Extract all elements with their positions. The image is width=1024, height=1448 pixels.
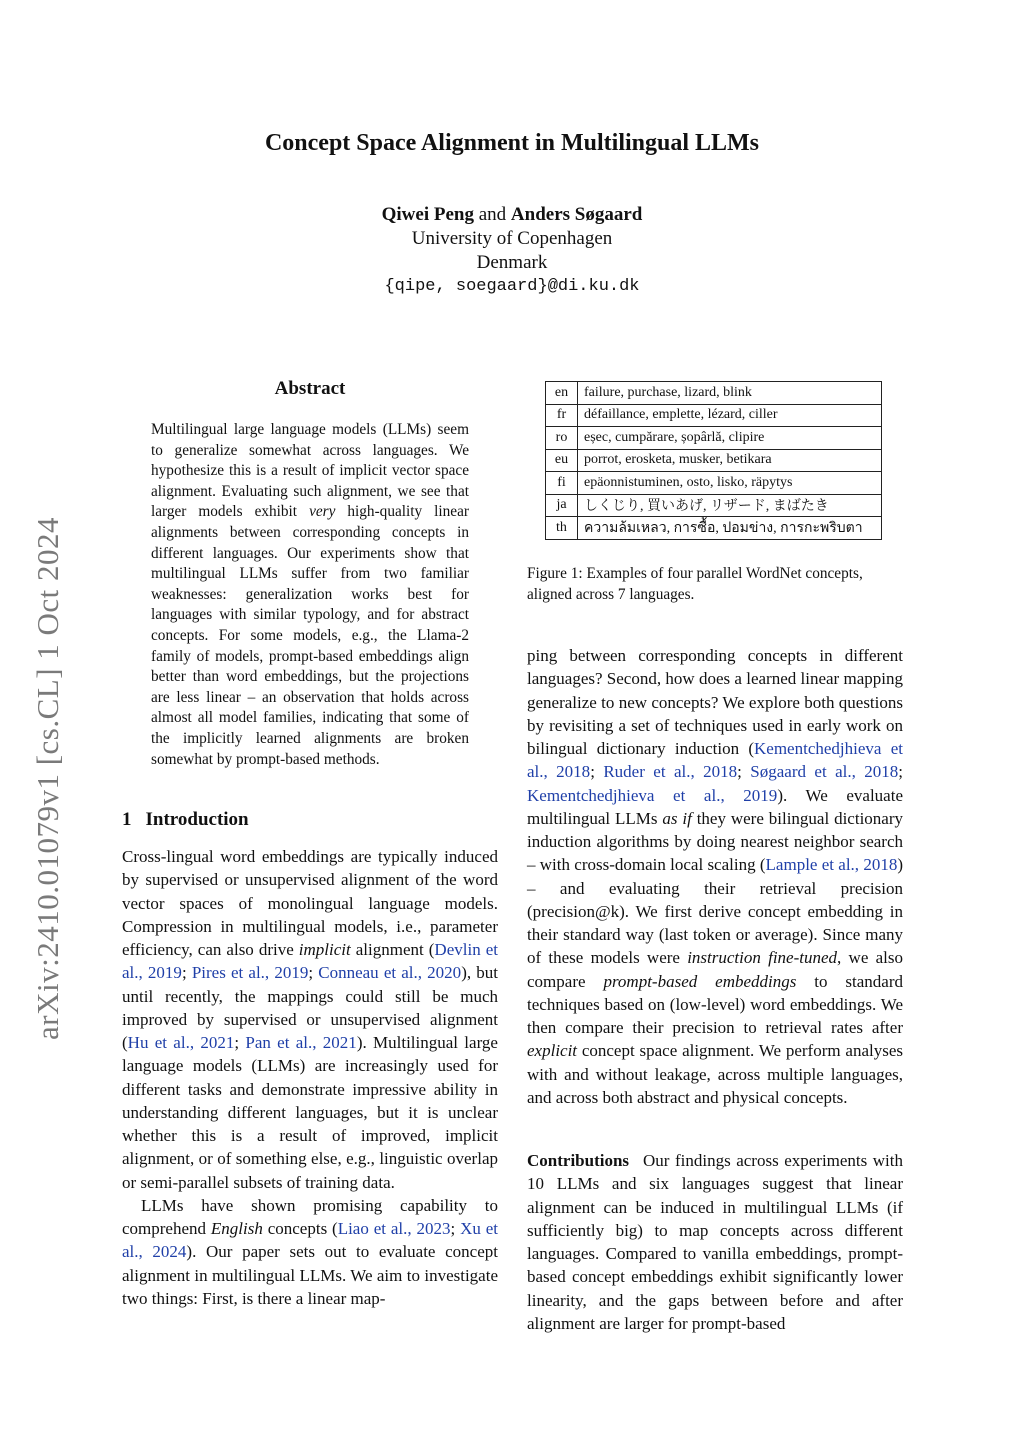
lang-code: en (546, 382, 578, 405)
author-name: Anders Søgaard (510, 204, 643, 225)
abstract-body: Multilingual large language models (LLMs) seem to generalize somewhat across languages. We hypothesize this is a result of implicit vector space alignment. Evaluating such alignment, we see that larger models exhibit very high-quality linear alignments between corresponding concepts in different languages. Our experiments show that multilingual LLMs suffer from two familiar weaknesses: generalization works best for languages with similar typology, and for abstract concepts. For some models, e.g., the Llama-2 family of models, prompt-based embeddings align better than word embeddings, but the projections are less linear – an observation that holds across almost all model families, indicating that some of the implicitly learned alignments are broken somewhat by prompt-based methods. (151, 421, 469, 768)
author-conjunction: and (478, 204, 507, 225)
concept-words: eșec, cumpărare, șopârlă, clipire (578, 427, 882, 450)
table-row (546, 427, 882, 450)
citation-link[interactable]: Ruder et al., 2018 (603, 762, 738, 782)
concept-words: ความล้มเหลว, การซื้อ, ปอมข่าง, การกะพริบตา (578, 517, 882, 540)
concept-words: epäonnistuminen, osto, lisko, räpytys (578, 472, 882, 495)
citation-link[interactable]: Kementchedjhieva et al., 2018 (527, 739, 903, 782)
citation-link[interactable]: Conneau et al., 2020 (318, 963, 462, 983)
author-name: Qiwei Peng (381, 204, 474, 225)
citation-link[interactable]: Hu et al., 2021 (127, 1033, 235, 1052)
lang-code: eu (546, 449, 578, 472)
citation-link[interactable]: Pan et al., 2021 (245, 1033, 357, 1052)
citation-link[interactable]: Pires et al., 2019 (191, 963, 309, 983)
contributions-paragraph (527, 1149, 903, 1335)
concept-words: しくじり, 買いあげ, リザード, まばたき (578, 494, 882, 517)
citation-link[interactable]: Devlin et al., 2019 (122, 940, 498, 983)
paper-title: Concept Space Alignment in Multilingual LLMs (264, 130, 760, 156)
lang-code: ro (546, 427, 578, 450)
citation-link[interactable]: Kementchedjhieva et al., 2019 (527, 785, 778, 805)
author-block (0, 203, 1024, 299)
intro-paragraph: ping between corresponding concepts in different languages? Second, how does a learned linear mapping generalize to new concepts? We explore both questions by revisiting a set of techniques used in early work on bilingual dictionary induction (Kementchedjhieva et al., 2018; Ruder et al., 2018; Søgaard et al., 2018; Kementchedjhieva et al., 2019). We evaluate multilingual LLMs as if they were bilingual dictionary induction algorithms by doing nearest neighbor search – with cross-domain local scaling (Lample et al., 2018) – and evaluating their retrieval precision (precision@k). We first derive concept embedding in their standard way (last token or average). Since many of these models were instruction fine-tuned, we also compare prompt-based embeddings to standard techniques based on (low-level) word embeddings. We then compare their precision to retrieval rates after explicit concept space alignment. We perform analyses with and without leakage, across multiple languages, and across both abstract and physical concepts. (527, 646, 904, 1107)
lang-code: fr (546, 404, 578, 427)
table-row (546, 382, 882, 405)
abstract-heading: Abstract (274, 378, 346, 399)
citation-link[interactable]: Lample et al., 2018 (765, 855, 898, 875)
intro-right-column (527, 644, 903, 1109)
affiliation: University of Copenhagen (411, 228, 613, 249)
citation-link[interactable]: Xu et al., 2024 (122, 1219, 498, 1262)
lang-code: fi (546, 472, 578, 495)
email: {qipe, soegaard}@di.ku.dk (384, 277, 640, 296)
table-row (546, 404, 882, 427)
section-number: 1 (122, 809, 132, 830)
table-row (546, 449, 882, 472)
table-row (546, 494, 882, 517)
section-heading (122, 809, 249, 831)
concept-words: porrot, erosketa, musker, betikara (578, 449, 882, 472)
contributions-text: Our findings across experiments with 10 LLMs and six languages suggest that linear alignment can be induced in multilingual LLMs (if sufficiently big) to map concepts across different languages. Compared to vanilla embeddings, prompt-based concept embeddings exhibit significantly lower linearity, and the gaps between before and after alignment are larger for prompt-based (527, 1151, 903, 1333)
figure1-caption: Figure 1: Examples of four parallel WordNet concepts, aligned across 7 languages. (527, 565, 863, 603)
intro-paragraph: Cross-lingual word embeddings are typically induced by supervised or unsupervised alignment of the word vector spaces of monolingual language models. Compression in multilingual models, i.e., parameter efficiency, can also drive implicit alignment (Devlin et al., 2019; Pires et al., 2019; Conneau et al., 2020), but until recently, the mappings could still be much improved by supervised or unsupervised alignment (Hu et al., 2021; Pan et al., 2021). Multilingual large language models (LLMs) are increasingly used for different tasks and demonstrate impressive ability in understanding different languages, but it is unclear whether this is a result of improved, implicit alignment, or of something else, e.g., linguistic overlap or semi-parallel subsets of training data. (122, 847, 498, 1192)
figure1-table (545, 381, 882, 540)
intro-left-column (122, 845, 498, 1310)
citation-link[interactable]: Søgaard et al., 2018 (750, 762, 899, 782)
lang-code: ja (546, 494, 578, 517)
country: Denmark (476, 252, 548, 273)
table-row (546, 472, 882, 495)
arxiv-identifier: arXiv:2410.01079v1 [cs.CL] 1 Oct 2024 (30, 516, 65, 1040)
section-title: Introduction (145, 809, 249, 830)
citation-link[interactable]: Liao et al., 2023 (337, 1219, 451, 1238)
contributions-heading: Contributions (527, 1151, 630, 1170)
concept-words: failure, purchase, lizard, blink (578, 382, 882, 405)
intro-paragraph: LLMs have shown promising capability to comprehend English concepts (Liao et al., 2023; Xu et al., 2024). Our paper sets out to evaluate concept alignment in multilingual LLMs. We aim to investigate two things: First, is there a linear map- (122, 1195, 498, 1308)
lang-code: th (546, 517, 578, 540)
author-line (0, 203, 1024, 227)
concept-words: défaillance, emplette, lézard, ciller (578, 404, 882, 427)
table-row (546, 517, 882, 540)
